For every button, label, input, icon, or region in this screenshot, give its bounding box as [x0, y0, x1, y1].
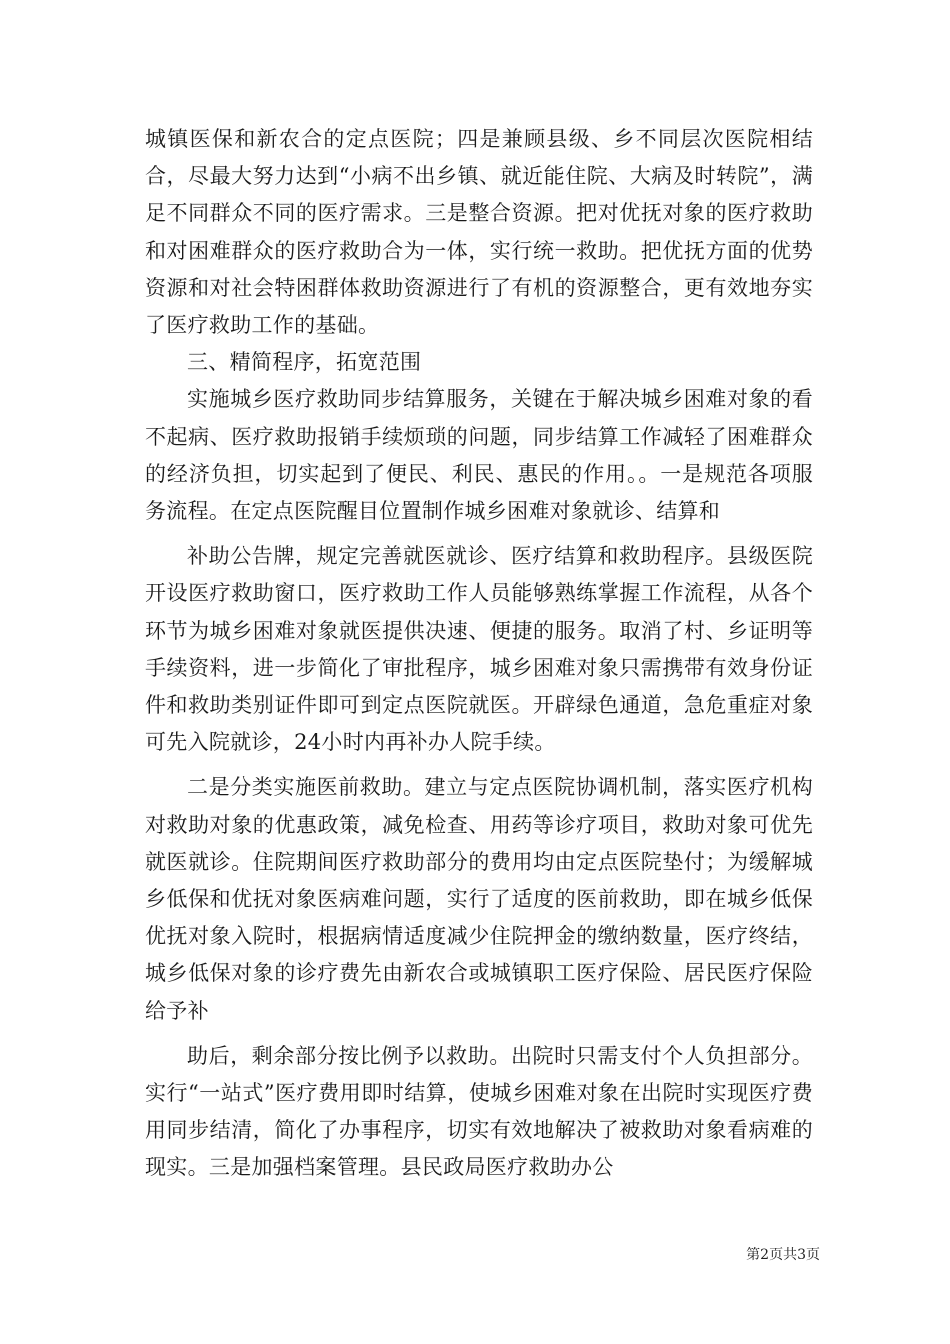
paragraph-2: 实施城乡医疗救助同步结算服务，关键在于解决城乡困难对象的看不起病、医疗救助报销手续烦琐的问题，同步结算工作减轻了困难群众的经济负担，切实起到了便民、利民、惠民的作用。。一是规范各项服务流程。在定点医院醒目位置制作城乡困难对象就诊、结算和: [145, 387, 813, 524]
paragraph-1: 城镇医保和新农合的定点医院；四是兼顾县级、乡不同层次医院相结合，尽最大努力达到“小病不出乡镇、就近能住院、大病及时转院”，满足不同群众不同的医疗需求。三是整合资源。把对优抚对象的医疗救助和对困难群众的医疗救助合为一体，实行统一救助。把优抚方面的优势资源和对社会特困群体救助资源进行了有机的资源整合，更有效地夯实了医疗救助工作的基础。: [145, 127, 813, 338]
section-heading: 三、精简程序，拓宽范围: [187, 350, 422, 375]
paragraph-3: 补助公告牌，规定完善就医就诊、医疗结算和救助程序。县级医院开设医疗救助窗口，医疗救助工作人员能够熟练掌握工作流程，从各个环节为城乡困难对象就医提供决速、便捷的服务。取消了村、乡证明等手续资料，进一步简化了审批程序，城乡困难对象只需携带有效身份证件和救助类别证件即可到定点医院就医。开辟绿色通道，急危重症对象可先入院就诊，24小时内再补办人院手续。: [145, 544, 813, 755]
paragraph-5: 助后，剩余部分按比例予以救助。出院时只需支付个人负担部分。实行“一站式”医疗费用即时结算，使城乡困难对象在出院时实现医疗费用同步结清，简化了办事程序，切实有效地解决了被救助对象看病难的现实。三是加强档案管理。县民政局医疗救助办公: [145, 1043, 813, 1180]
page-number: 第2页共3页: [746, 1247, 820, 1263]
paragraph-4: 二是分类实施医前救助。建立与定点医院协调机制，落实医疗机构对救助对象的优惠政策，减免检查、用药等诊疗项目，救助对象可优先就医就诊。住院期间医疗救助部分的费用均由定点医院垫付；为缓解城乡低保和优抚对象医病难问题，实行了适度的医前救助，即在城乡低保优抚对象入院时，根据病情适度减少住院押金的缴纳数量，医疗终结，城乡低保对象的诊疗费先由新农合或城镇职工医疗保险、居民医疗保险给予补: [145, 775, 813, 1023]
document-body: [145, 121, 813, 1187]
